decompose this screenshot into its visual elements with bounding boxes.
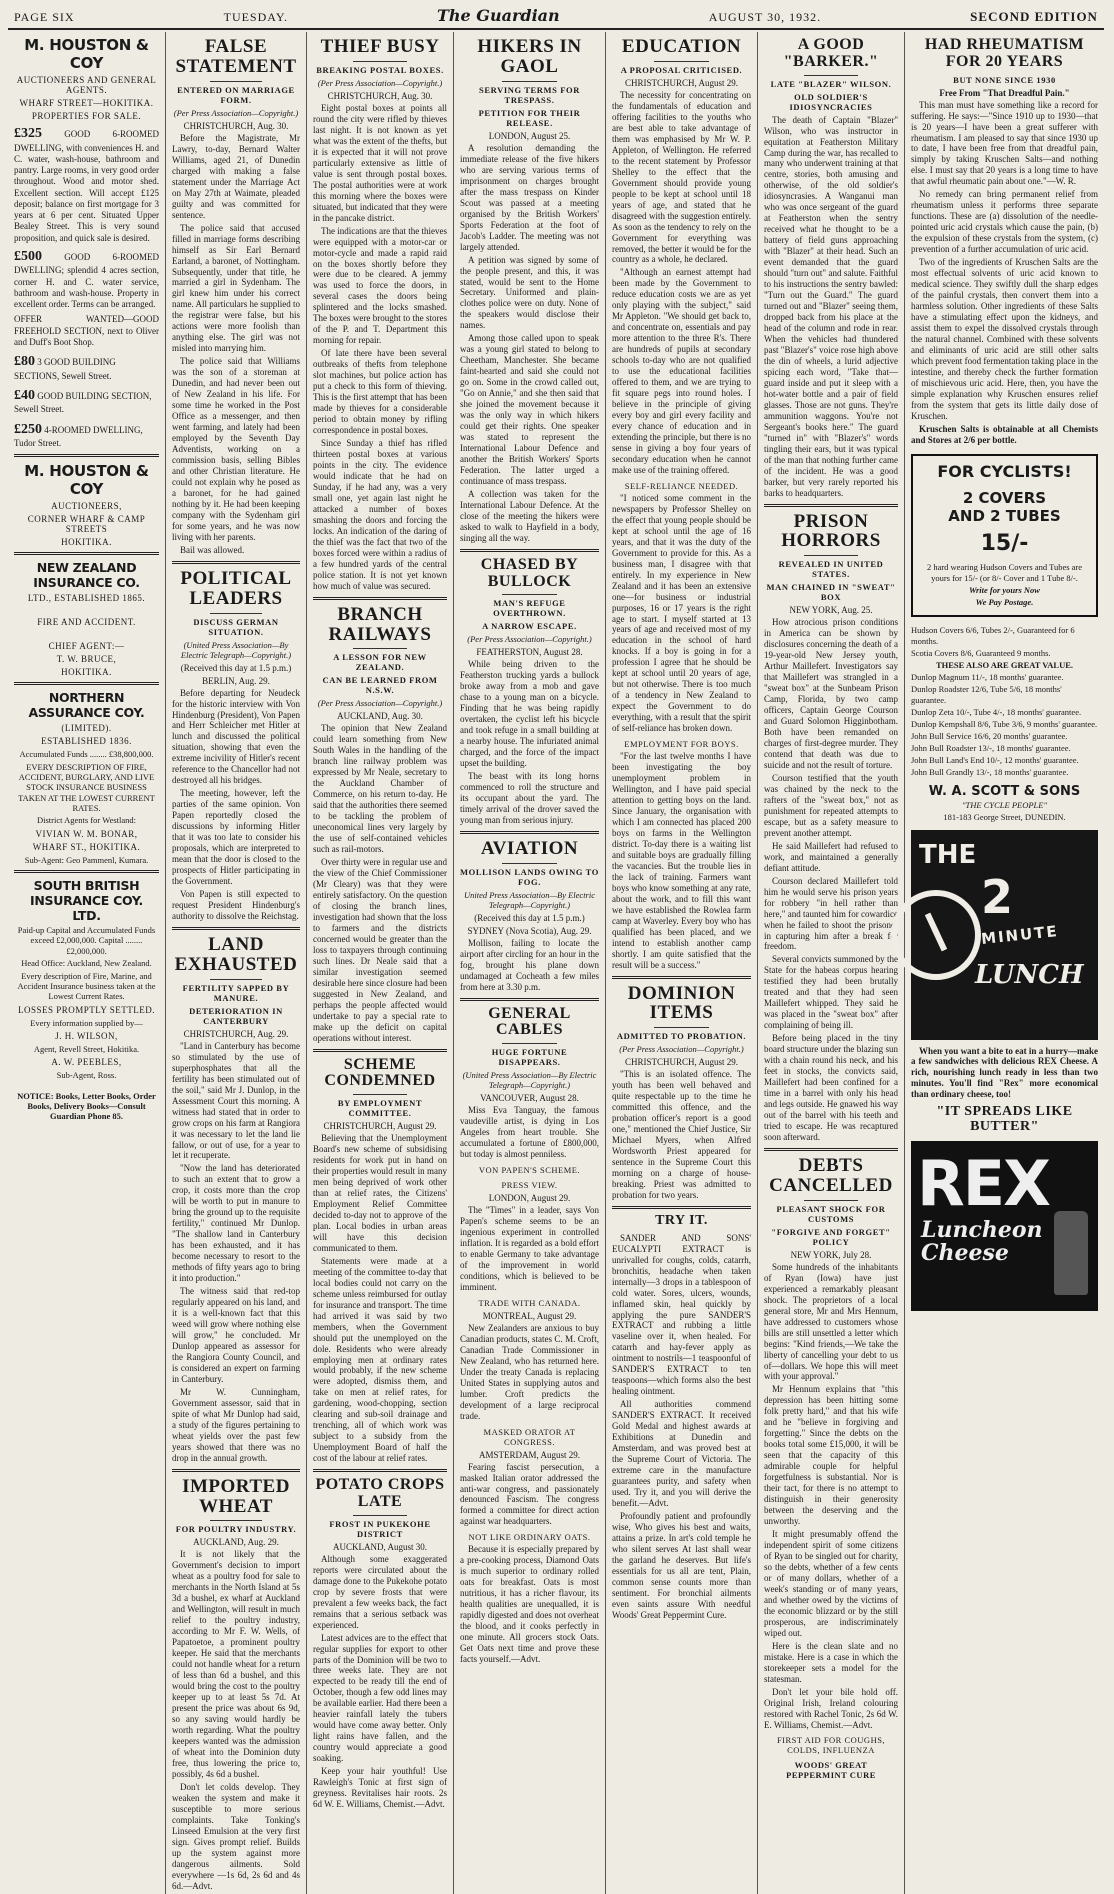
- article-paragraph: Some hundreds of the inhabitants of Ryan (Iowa) have just experienced a remarkably pleasant shock. The proprietors of a local general store, Mr and Mrs Hennum, have addressed to customers whose bills are still unsettled a letter which begins: "Kind friends,—We take the liberty of cancelling your debt to us of—dollars. We hope this will meet with your approval.": [764, 1261, 898, 1382]
- advertisement-text: Profoundly patient and profoundly wise, Who gives his best and waits, attains a prize. In art's cold temple he who silent serves At last shall wear the garland he deserves. But life's essentials for us all are tent, Plain, common sense counts more than sentiment. For bronchial ailments even saints assure With needful Woods' Great Peppermint Cure.: [612, 1510, 751, 1620]
- insurance-established: LTD., ESTABLISHED 1865.: [27, 593, 146, 604]
- article-paragraph: Mr W. Cunningham, Government assessor, said that in spite of what Mr Dunlop had said, a study of the figures pertaining to wheat yields over the past few years showed that there was no drop in the annual growth.: [172, 1386, 300, 1463]
- insurance-losses: LOSSES PROMPTLY SETTLED.: [17, 1004, 156, 1015]
- tyre-price-item: John Bull Grandly 13/-, 18 months' guarantee.: [911, 767, 1069, 778]
- headline: FALSE STATEMENT: [175, 36, 297, 77]
- newspaper-title: The Guardian: [437, 6, 560, 25]
- rule: [654, 1027, 710, 1028]
- section-heading: TRADE WITH CANADA.: [478, 1297, 581, 1308]
- ad-word: THE: [919, 839, 977, 870]
- headline: LAND EXHAUSTED: [174, 933, 298, 975]
- ad-word: MINUTE: [980, 921, 1060, 948]
- tyre-price-item: THESE ALSO ARE GREAT VALUE.: [935, 659, 1074, 670]
- article-paragraph: The "Times" in a leader, says Von Papen's scheme seems to be an ingenious experiment in controlled inflation. It is regarded as a bold effort to enable Germany to take advantage of the improvement in world conditions, which is believed to be imminent.: [460, 1205, 599, 1292]
- rule: [353, 1094, 407, 1095]
- insurance-agents-label: District Agents for Westland:: [36, 815, 137, 826]
- ad-firm-name: M. HOUSTON & COY: [24, 36, 149, 72]
- headline: EDUCATION: [621, 36, 742, 57]
- ad-paragraph: When you want a bite to eat in a hurry—make a few sandwiches with delicious REX Cheese. A rich, nourishing lunch ready in less than two minutes. You'll find "Rex" more economical than ordinary cheese, too!: [911, 1045, 1098, 1100]
- cycle-ad: [911, 454, 1098, 617]
- ad-firm-role: AUCTIONEERS,: [51, 501, 122, 512]
- cycle-ad-offer: 2 COVERS: [962, 488, 1047, 507]
- article-paragraph: Statements were made at a meeting of the committee to-day that local bodies could not carry on the scheme unless reimbursed for outlay for insurance and transport. The time had arrived it was said by two members, when the Government should put the unemployed on the dole. Residents who were already employing men at ordinary rates would probably, if the new scheme were adopted, dismiss them, and take on men at relief rates, for gardening, wood-chopping, section clearing and sub-soil drainage and trenching, all of which work was subject to a subsidy from the Unemployment Board of half the cost of the labour at relief rates.: [313, 1255, 447, 1464]
- column-news-4: [454, 32, 606, 1894]
- rule: [210, 613, 261, 614]
- property-listing: [14, 248, 159, 311]
- tyre-price-item: Dunlop Roadster 12/6, Tube 5/6, 18 months' guarantee.: [911, 684, 1062, 706]
- insurance-description: Every description of Fire, Marine, and Accident Insurance business taken at the Lowest Current Rates.: [17, 970, 156, 1002]
- headline: BRANCH RAILWAYS: [328, 603, 432, 645]
- cycle-ad-cta: Write for yours Now: [969, 584, 1040, 595]
- cycle-ad-headline: FOR CYCLISTS!: [937, 461, 1072, 481]
- divider: [172, 561, 300, 564]
- rex-logo: REX: [917, 1146, 1049, 1220]
- headline: AVIATION: [480, 837, 579, 859]
- property-price: £250: [14, 421, 42, 437]
- ad-section-title: PROPERTIES FOR SALE.: [31, 111, 142, 121]
- rex-product: [921, 1216, 1043, 1266]
- advertisement-text: Keep your hair youthful! Use Rawleigh's Tonic at first sign of greyness. Revitalises hair roots. 2s 6d W. E. Williams, Chemist.—Advt.: [313, 1766, 447, 1810]
- insurance-town: HOKITIKA.: [61, 667, 112, 678]
- article-paragraph: "Land in Canterbury has become so stimulated by the use of superphosphates that all the fertility has been stimulated out of the soil," said Mr J. Dunlop, in the Assessment Court this morning. A witness had stated that in order to grow crops on his farm at Rangiora it was necessary to let the land lie fallow, or out of use, for a year to let it recuperate.: [172, 1040, 300, 1161]
- ad-firm-town: HOKITIKA.: [61, 537, 112, 548]
- subheadline: MOLLISON LANDS OWING TO FOG.: [460, 866, 599, 887]
- divider: [14, 552, 159, 555]
- divider: [460, 831, 599, 834]
- article-paragraph: Several convicts summoned by the State for the habeas corpus hearing testified they had been brutally treated and that they had seen Maillefert whipped. They said he was placed in the "sweat box" after complaining of being ill.: [764, 954, 898, 1031]
- tyre-price-item: Dunlop Kempshall 8/6, Tube 3/6, 9 months' guarantee.: [911, 719, 1098, 730]
- insurance-address: WHARF ST., HOKITIKA.: [32, 841, 141, 852]
- divider: [764, 1148, 898, 1151]
- received-note: (Received this day at 1.5 p.m.): [474, 912, 585, 923]
- press-credit: (Per Press Association—Copyright.): [173, 107, 299, 118]
- article-paragraph: Among those called upon to speak was a young girl stated to belong to Cheetham, Manchester. She became faint-hearted and said she could not go on. Some in the crowd called out, "Go on Annie," and she then said that she joined the movement because it was the only way in which hikers could get their rights. One speaker was stated to represent the International Labour Defence and another the British Workers' Sports Federation. The latter urged a continuance of mass trespass.: [460, 333, 599, 486]
- headline: SCHEME CONDEMNED: [324, 1055, 436, 1090]
- article-paragraph: Eight postal boxes at points all round the city were rifled by thieves last night. It is not known as yet what was the extent of the thefts, but it is expected that it will not prove particularly extensive as little of value is sent through postal boxes. The postal authorities were at work this morning where the boxes were situated, but indicated that they were in the pancake district.: [313, 102, 447, 223]
- article-paragraph: A resolution demanding the immediate release of the five hikers who are serving various terms of imprisonment on charges brought after the mass trespass on Kinder Scout was passed at a meeting organised by the British Workers' Sports Federation at the foot of Jacob's Ladder. The meeting was not largely attended.: [460, 142, 599, 252]
- article-paragraph: The police said that accused filled in marriage forms describing himself as Sir Earl Bernard Earland, a baronet, of Nottingham. Subsequently, under that title, he married a girl in Sydenham. The girl knew him under his correct name. All particulars he supplied to the registrar were false, but his actions were more foolish than anything else. The girl was not misled into marrying him.: [172, 222, 300, 354]
- subheadline: BY EMPLOYMENT COMMITTEE.: [337, 1098, 423, 1119]
- article-paragraph: Here is the clean slate and no mistake. Here is a case in which the storekeeper sets a model for the statesman.: [764, 1640, 898, 1684]
- article-paragraph: "For the last twelve months I have been investigating the boy unemployment problem in Wellington, and I have paid special attention to getting boys on the land. Since January, the organisation with which I am connected has placed 200 boys on farms in the Wellington district. To-day there is a waiting list and suitable boys are gradually filling the vacancies. But the trouble lies in the lack of training. Farmers want boys who know something at any rate, about the work, and to fill this want we have established the Rowlea farm camp at Waverley. Every boy who has qualified has been placed, and we intend to establish another camp shortly. I am quite satisfied that the result will be a success.": [612, 751, 751, 970]
- rule: [804, 75, 858, 76]
- dateline: BERLIN, Aug. 29.: [202, 675, 270, 686]
- insurance-agent: J. H. WILSON,: [55, 1031, 118, 1041]
- rex-lunch-ad: [911, 830, 1098, 1040]
- ad-paragraph: Kruschen Salts is obtainable at all Chemists and Stores at 2/6 per bottle.: [911, 423, 1098, 445]
- subheadline: DISCUSS GERMAN SITUATION.: [193, 616, 279, 637]
- article-paragraph: Since Sunday a thief has rifled thirteen postal boxes at various points in the city. The evidence would indicate that he had on Sunday, if he had any, was a very small one, yet again last night he attacked a number of boxes smashing the doors and forcing the locks. An indication of the daring of the thief was the fact that two of the boxes forced were within a radius of a few hundred yards of the central police station. It is not yet known how much of value was secured.: [313, 438, 447, 591]
- article-paragraph: Courson declared Maillefert told him he would serve his prison years for robbery "in hell rather than here," and taunted him for cowardice when he failed to shoot the prisoner in capturing him after a break for freedom.: [764, 875, 898, 952]
- insurance-agent: VIVIAN W. M. BONAR,: [35, 828, 138, 839]
- dateline: NEW YORK, Aug. 25.: [789, 605, 873, 616]
- headline: IMPORTED WHEAT: [182, 1475, 290, 1517]
- tyre-price-item: Scotia Covers 8/6, Guaranteed 9 months.: [911, 647, 1051, 658]
- cycle-ad-description: 2 hard wearing Hudson Covers and Tubes are yours for 15/- (or 8/- Cover and 1 Tube 8/-.: [926, 561, 1083, 583]
- insurance-ltd: (LIMITED).: [61, 723, 112, 734]
- dateline: AUCKLAND, Aug. 29.: [193, 1537, 279, 1548]
- insurance-agent-label: CHIEF AGENT:—: [48, 641, 125, 652]
- article-paragraph: A collection was taken for the International Labour Defence. At the close of the meeting the hikers were asked to walk to Hayfield in a body, singing all the way.: [460, 488, 599, 543]
- section-heading: VON PAPEN'S SCHEME.: [478, 1165, 581, 1176]
- article-paragraph: "Now the land has deteriorated to such an extent that to grow a crop, it costs more than the crop will be worth to put in manure to bring the ground up to the requisite fertility," continued Mr Dunlop. "The shallow land in Canterbury has been exhausted, and it has become necessary to resort to the methods of fifty years ago to bring it into production.": [172, 1163, 300, 1284]
- property-price: £40: [14, 387, 35, 403]
- ad-tagline: Free From "That Dreadful Pain.": [939, 87, 1070, 98]
- ad-word: LUNCH: [975, 959, 1084, 990]
- insurance-sub-agent: Sub-Agent: Geo Pammenl, Kumara.: [24, 854, 149, 865]
- subheadline: A NARROW ESCAPE.: [482, 621, 577, 632]
- tyre-price-item: Hudson Covers 6/6, Tubes 2/-, Guaranteed for 6 months.: [911, 624, 1075, 646]
- property-listing: [14, 387, 159, 416]
- dateline: SYDNEY (Nova Scotia), Aug. 29.: [467, 925, 592, 936]
- press-credit: (United Press Association—By Electric Telegraph—Copyright.): [462, 1070, 597, 1091]
- property-description: GOOD 6-ROOMED DWELLING; splendid 4 acres section, corner H. and C. water service, bathroom and wash-house. Property in excellent order. Terms can be arranged.: [14, 251, 159, 309]
- ad-firm-address: WHARF STREET—HOKITIKA.: [19, 98, 154, 108]
- edition-label: SECOND EDITION: [970, 9, 1098, 24]
- advertisement-text: Don't let your bile hold off. Original Irish, Ireland colouring restored with Rachel Tonic, 2s 6d W. E. Williams, Chemist.—Advt.: [764, 1686, 898, 1730]
- insurance-capital: Paid-up Capital and Accumulated Funds exceed £2,000,000. Capital ........ £2,000,000.: [17, 925, 156, 956]
- subheadline: FROST IN PUKEKOHE DISTRICT: [329, 1518, 431, 1539]
- property-description: GOOD 6-ROOMED DWELLING, with conveniences H. and C. water, wash-house, bathroom and pantry. Large rooms, in very good order throughout. Wood and motor shed. Excellent section. Will accept £125 deposit; balance on first mortgage for 3 years at 6 per cent. Situated Upper Bealey Street. This is very sound proposition, and quick sale is desired.: [14, 129, 159, 243]
- insurance-agent-address: Sub-Agent, Ross.: [56, 1070, 117, 1081]
- tyre-price-item: John Bull Land's End 10/-, 12 months' guarantee.: [911, 755, 1079, 766]
- insurance-company-name: NORTHERN ASSURANCE COY.: [28, 690, 145, 721]
- subheadline: MAN'S REFUGE OVERTHROWN.: [493, 598, 566, 619]
- property-listing: [14, 353, 159, 382]
- article-paragraph: He said Maillefert had refused to work, and maintained a generally defiant attitude.: [764, 840, 898, 873]
- divider: [612, 976, 751, 979]
- divider: [14, 454, 159, 457]
- property-price: £80: [14, 354, 35, 369]
- insurance-agent-address: Agent, Revell Street, Hokitika.: [33, 1044, 140, 1054]
- article-paragraph: Bail was allowed.: [180, 544, 245, 555]
- tyre-price-list: [911, 625, 1098, 779]
- subheadline: ADMITTED TO PROBATION.: [616, 1031, 747, 1042]
- subheadline: HUGE FORTUNE DISAPPEARS.: [491, 1047, 568, 1068]
- press-credit: (Per Press Association—Copyright.): [317, 77, 443, 88]
- article-paragraph: The indications are that the thieves were equipped with a motor-car or motor-cycle and made a rapid raid on the boxes shortly before they were due to be cleared. A jemmy was used to force the doors, in several cases the doors being splintered and the locks smashed. The boxes were brought to the stores of the P. and T. Department this morning for repair.: [313, 225, 447, 346]
- press-credit: (Per Press Association—Copyright.): [467, 634, 592, 645]
- dateline: NEW YORK, July 28.: [790, 1249, 872, 1260]
- rex-product-line: Luncheon: [921, 1216, 1043, 1243]
- headline: THIEF BUSY: [320, 36, 440, 57]
- divider: [313, 597, 447, 600]
- stationery-notice: NOTICE: Books, Letter Books, Order Books, Delivery Books—Consult Guardian Phone 85.: [17, 1090, 156, 1122]
- insurance-line: FIRE AND ACCIDENT.: [37, 617, 136, 628]
- issue-date: AUGUST 30, 1932.: [708, 10, 822, 24]
- article-paragraph: Believing that the Unemployment Board's new scheme of subsidising residents for work put in hand on their properties would result in many men being deprived of work other than at relief rates, the Citizens' Employment Relief Committee decided to-day not to approve of the plan. Local bodies in urban areas will have this decision communicated to them.: [313, 1133, 447, 1253]
- insurance-company-name: SOUTH BRITISH INSURANCE COY. LTD.: [30, 878, 143, 924]
- article-paragraph: Latest advices are to the effect that regular supplies for export to other parts of the Dominion will be two to three weeks late. They are not expected to be ready till the end of October, though a few odd lines may be available earlier. Had there been a heavier rainfall lately the tubers would have come away better. Only light rains have fallen, and the country would appreciate a good soaking.: [313, 1632, 447, 1764]
- divider: [14, 870, 159, 873]
- press-credit: (Per Press Association—Copyright.): [619, 1044, 744, 1055]
- article-paragraph: "Although an earnest attempt had been made by the Government to reduce education costs we are as yet only playing with the subject," said Mr Appleton. "We should get back to, and concentrate on, essentials and pay more attention to the three R's. There are hundreds of pupils at secondary schools to-day who are not qualified to use the educational facilities offered to them, and we are trying to fit square pegs into round holes. I believe in the principle of giving every boy and girl every facility and every chance of education and in extending the principle, but there is no sense in giving a boy four years of secondary education when he cannot make use of the training offered.: [612, 267, 751, 475]
- rule: [804, 555, 858, 556]
- rule: [502, 1043, 558, 1044]
- article-paragraph: The death of Captain "Blazer" Wilson, who was instructor in equitation at Featherston Military Camp during the war, has recalled to many who underwent training at that centre, stories, both amusing and otherwise, of the old soldier's idiosyncrasies. A Wanganui man who was once sergeant of the guard at Featherston when the sentry received what he thought to be a battery of field guns approaching with "Blazer" at their head. Such an event demanded that the guard should "turn out" and salute. Faithful to his instructions the sentry bawled: "Turn out the Guard." The guard turned out and "Blazer" seeing them, dropped back from his place at the head of the column and rode in rear. When the vehicles had thundered past "Blazer's" voice rose high above the din of wheels, a lurid adjective spicing each word, "Take that—guard inside and put it sleep with a hot-water bottle and a pair of field glasses. Those are not guns. They're ammunition waggons. You're not Sergeant's books here." The guard "turned in" with "Blazer's" words tingling their ears, but it was typical of the man that nothing further came of the incident. He was a good barker, but very rarely reported his barks to headquarters.: [764, 114, 898, 498]
- ad-firm-address: CORNER WHARF & CAMP STREETS: [27, 514, 146, 535]
- article-paragraph: A petition was signed by some of the people present, and this, it was stated, would be sent to the Home Secretary. Uniformed and plain-clothes police were on duty. None of the speakers would disclose their names.: [460, 254, 599, 331]
- ad-number: 2: [981, 869, 1014, 924]
- advertisement-text: Don't let colds develop. They weaken the system and make it susceptible to more serious complaints. Take Tonking's Linseed Emulsion at the very first sign. Gives prompt relief. Builds up the system against more dangerous ailments. Sold everywhere —1s 6d, 2s 6d and 4s 6d.—Advt.: [172, 1781, 300, 1891]
- subheadline: CAN BE LEARNED FROM N.S.W.: [322, 675, 438, 696]
- advertisement-text: SANDER AND SONS' EUCALYPTI EXTRACT is unrivalled for coughs, colds, catarrh, bronchitis, headache when taken internally—3 drops in a tablespoon of cold water. Sores, ulcers, wounds, inflamed skin, heal quickly by applying the pure SANDER'S EXTRACT and rubbing a little vaseline over it, when healed. For catarrh and hay-fever apply as ointment to nostrils—1 teaspoonful of SANDER'S EXTRACT to ten teaspoons—which forms also the best healing ointment.: [612, 1232, 751, 1397]
- advertisement-text: All authorities commend SANDER'S EXTRACT. It received Gold Medal and highest awards at Exhibitions at Dunedin and Amsterdam, and was proved best at the Supreme Court of Victoria. The extreme care in the manufacture guarantees purity, and safety when used. Try it, and you will derive the benefit.—Advt.: [612, 1399, 751, 1508]
- subheadline: REVEALED IN UNITED STATES.: [778, 559, 884, 580]
- dateline: MONTREAL, August 29.: [482, 1310, 577, 1321]
- section-heading: MASKED ORATOR AT CONGRESS.: [483, 1426, 576, 1447]
- section-heading: PRESS VIEW.: [501, 1180, 558, 1191]
- subheadline: A LESSON FOR NEW ZEALAND.: [333, 652, 427, 673]
- rule: [502, 863, 558, 864]
- article-paragraph: The opinion that New Zealand could learn something from New South Wales in the handling of the branch line railway problem was expressed by Mr Neale, secretary to the Auckland Chamber of Commerce, on his return to-day. He said that the authorities there seemed to be tackling the problem of uneconomical lines very largely by the use of self-contained vehicles such as rail-motors.: [313, 723, 447, 855]
- subheadline: A PROPOSAL CRITICISED.: [620, 64, 743, 75]
- press-credit: (United Press Association—By Electric Telegraph—Copyright.): [180, 639, 292, 660]
- tyre-price-item: John Bull Roadster 13/-, 18 months' guarantee.: [911, 743, 1071, 754]
- cycle-ad-address: 181-183 George Street, DUNEDIN.: [943, 812, 1066, 823]
- subheadline: LATE "BLAZER" WILSON.: [770, 78, 892, 89]
- cycle-ad-firm-tagline: "THE CYCLE PEOPLE": [961, 800, 1048, 811]
- column-news-2: [166, 32, 307, 1894]
- section-heading: NOT LIKE ORDINARY OATS.: [468, 1532, 591, 1543]
- headline: TRY IT.: [655, 1213, 708, 1229]
- cheese-jar-icon: [1054, 1211, 1088, 1295]
- divider: [313, 1049, 447, 1052]
- headline: PRISON HORRORS: [781, 510, 881, 552]
- dateline: LONDON, August 25.: [488, 130, 571, 141]
- press-credit: (Per Press Association—Copyright.): [317, 698, 443, 709]
- tyre-price-item: John Bull Service 16/6, 20 months' guarantee.: [911, 731, 1068, 742]
- ad-paragraph: This man must have something like a record for suffering. He says:—"Since 1910 up to 1930—that is 20 years—I have been a great sufferer with rheumatism. I am pleased to say that since 1930 up to date, I have been free from that dreadful pain, simply by taking Kruschen Salts—and nothing else. I must say that 20 years is a long time to have that awful rheumatic pain about one."—W. R.: [911, 99, 1098, 187]
- article-paragraph: Mr Hennum explains that "this depression has been hitting some folk pretty hard," and that his wife and he "believe in forgiving and forgetting." Since the debts on the books total some £15,000, it will be seen that the capacity of this admirable couple for helpful forgetfulness is substantial. Nor is their tact, for there is no attempt to distinguish in their generosity between the deserving and the unworthy.: [764, 1384, 898, 1527]
- press-credit: United Press Association—By Electric Telegraph—Copyright.): [463, 889, 596, 910]
- article-paragraph: The police said that Williams was the son of a storeman at Dunedin, and had never been out of New Zealand in his life. For some time he worked in the Post Office as a messenger, and then went farming, and lately had been employed by the Seventh Day Adventists, working on a commission basis, selling Bibles and other Christian literature. He could not explain why he posed as a baronet, for he had gained nothing by it. He had been keeping company with the Sydenham girl for some years, and he was now living with her parents.: [172, 356, 300, 542]
- rule: [654, 61, 710, 62]
- article-paragraph: Before being placed in the tiny board structure under the blazing sun with a chain round his neck, and his feet in stocks, the convicts said, Maillefert had been confined for a time in a barrel with only his head and legs outside. He gnawed his way out of the barrel with his teeth and tried to escape. He was recaptured soon afterward.: [764, 1033, 898, 1142]
- rule: [210, 81, 261, 82]
- subheadline: PETITION FOR THEIR RELEASE.: [478, 107, 581, 128]
- ad-subheadline: BUT NONE SINCE 1930: [953, 74, 1056, 85]
- article-paragraph: Fearing fascist persecution, a masked Italian orator addressed the anti-war congress, and passionately denounced Fascism. The congress formed a committee for direct action against war headquarters.: [460, 1461, 599, 1527]
- divider: [460, 549, 599, 552]
- insurance-established: ESTABLISHED 1836.: [41, 736, 132, 747]
- headline: HIKERS IN GAOL: [477, 36, 582, 77]
- ad-firm-role: AUCTIONEERS AND GENERAL AGENTS.: [16, 75, 157, 95]
- ad-headline: HAD RHEUMATISM FOR 20 YEARS: [924, 36, 1085, 70]
- article-paragraph: It is not likely that the Government's decision to import wheat as a poultry food for sale to merchants in the North Island at 5s 3d a bushel, ex wharf at Auckland and Wellington, will result in much relief to the poultry industry, according to Mr F. W. Wells, of Papatoetoe, a prominent poultry keeper. He said that the merchants could not handle wheat for a return of less than 6d a bushel, and this would bring the cost to the poultry keeper up to at least 5s 7d. At present the price was about 6s 9d, so any saving would hardly be worth regarding. What the poultry keepers wanted was the admission of wheat into the Dominion duty free, thus lowering the price to, possibly, 4s 6d a bushel.: [172, 1549, 300, 1779]
- wanted-listing: OFFER WANTED—GOOD FREEHOLD SECTION, next to Oliver and Duff's Boot Shop.: [14, 314, 159, 347]
- article-paragraph: Courson testified that the youth was chained by the neck to the rafters of the "sweat box," not as punishment for repeated attempts to escape, but as a safety measure to prevent another attempt.: [764, 772, 898, 838]
- divider: [460, 998, 599, 1001]
- subheadline: PLEASANT SHOCK FOR CUSTOMS: [776, 1203, 886, 1224]
- subheadline: FOR POULTRY INDUSTRY.: [175, 1524, 297, 1535]
- headline: GENERAL CABLES: [488, 1004, 571, 1039]
- divider: [764, 504, 898, 507]
- cycle-ad-price: 15/-: [980, 530, 1029, 556]
- advertisement-brand: WOODS' GREAT PEPPERMINT CURE: [786, 1760, 876, 1781]
- article-paragraph: "I noticed some comment in the newspapers by Professor Shelley on the effect that young people should be kept at school until the age of 16 years, and that it was the duty of the Government to provide for this. As a business man, I disagree with that entirely. In my experience in New Zealand and it has been an extensive one—for business or industrial purposes, 16 or 17 years is the right age to start. I myself started at 13 years of age and received most of my education in the school of hard knocks. If a boy is going in for a profession I agree that he should be kept at school until 20 years of age, but not otherwise. There is too much of a tendency in New Zealand to expect the Government to do everything, with a result that the spirit of self-reliance has broken down.: [612, 492, 751, 734]
- divider: [612, 1206, 751, 1209]
- subheadline: ENTERED ON MARRIAGE FORM.: [177, 84, 295, 105]
- article-paragraph: Of late there have been several outbreaks of thefts from telephone slot machines, but police action has put a check to this form of thieving. This is the first attempt that has been made by thieves for a considerable period to obtain money by rifling correspondence in postal boxes.: [313, 348, 447, 436]
- subheadline: "FORGIVE AND FORGET" POLICY: [771, 1226, 891, 1247]
- subheadline: DETERIORATION IN CANTERBURY: [189, 1005, 283, 1026]
- insurance-agent: A. W. PEEBLES,: [51, 1057, 122, 1068]
- article-paragraph: How atrocious prison conditions in America can be shown by disclosures concerning the death of a 19-year-old New Jersey youth, Arthur Maillefert. Investigators say that Maillefert was strangled in a "sweat box" at the Sunbeam Prison Camp, Florida, by two camp officers, Captain George Courson and Guard Solomon Higginbotham. Both have been remanded on charges of first-degree murder. They contend that death was due to suicide and not the result of torture.: [764, 617, 898, 770]
- headline: POTATO CROPS LATE: [315, 1476, 445, 1510]
- dateline: CHRISTCHURCH, Aug. 30.: [183, 120, 289, 131]
- section-heading: SELF-RELIANCE NEEDED.: [624, 480, 739, 491]
- article-paragraph: Although some exaggerated reports were circulated about the damage done to the Pukekohe potato crop by severe frosts that were prevalent a few weeks back, the fact remains that a serious setback was experienced.: [313, 1553, 447, 1630]
- headline: A GOOD "BARKER.": [783, 36, 879, 70]
- rule: [353, 648, 407, 649]
- masthead: [8, 6, 1104, 30]
- divider: [14, 682, 159, 685]
- dateline: CHRISTCHURCH, Aug. 29.: [183, 1028, 289, 1039]
- property-price: £325: [14, 126, 42, 141]
- column-news-3: [307, 32, 454, 1894]
- insurance-head-office: Head Office: Auckland, New Zealand.: [21, 958, 152, 969]
- property-description: 3 GOOD BUILDING SECTIONS, Sewell Street.: [14, 357, 116, 381]
- subheadline: BREAKING POSTAL BOXES.: [316, 64, 444, 75]
- headline: DEBTS CANCELLED: [769, 1154, 893, 1196]
- page-label: PAGE SIX: [14, 10, 75, 24]
- dateline: CHRISTCHURCH, August 29.: [323, 1121, 437, 1132]
- subheadline: MAN CHAINED IN "SWEAT" BOX: [766, 582, 896, 603]
- article-paragraph: Before departing for Neudeck for the historic interview with Von Hindenburg (President), Von Papen and Herr Schleicher met Hitler at lunch and discussed the political situation, showing that even the extreme incivility of Hitler's recent reference to the Chancellor had not destroyed all his bridges.: [172, 687, 300, 786]
- headline: CHASED BY BULLOCK: [480, 555, 579, 590]
- headline: DOMINION ITEMS: [627, 982, 736, 1024]
- subheadline: SERVING TERMS FOR TRESPASS.: [479, 84, 580, 105]
- article-paragraph: New Zealanders are anxious to buy Canadian products, states C. M. Croft, Canadian Trade Commissioner in New Zealand, who has returned here. Under the treaty Canada is replacing United States in supplying autos and lumber. Croft predicts the development of a large reciprocal trade.: [460, 1322, 599, 1421]
- headline: POLITICAL LEADERS: [180, 567, 292, 609]
- columns: [8, 32, 1104, 1891]
- section-heading: EMPLOYMENT FOR BOYS.: [624, 739, 739, 750]
- ad-paragraph: Two of the ingredients of Kruschen Salts are the most effectual solvents of uric acid known to medical science. They swiftly dull the sharp edges of the painful crystals, then convert them into a harmless solution. Other ingredients of these Salts have a stimulating effect upon the kidneys, and assist them to expel the dissolved crystals through the natural channel. Combined with these solvents and eliminants of uric acid are still other salts which prevent food fermentation taking place in the intestine, and thereby check the further formation of mischievous uric acid. Here, then, you have the simple explanation why Kruschen ensures relief from the system that gets its little daily dose of Kruschen.: [911, 257, 1098, 421]
- column-news-5: [606, 32, 758, 1894]
- article-paragraph: While being driven to the Featherston trucking yards a bullock broke away from a mob and gave chase to a young man on a bicycle. Finding that he was being rapidly overtaken, the cyclist left his bicycle and took refuge in a small building at a nearby house. The infuriated animal charged, and the force of the impact upset the building.: [460, 659, 599, 769]
- tyre-price-item: Dunlop Zeta 10/-, Tube 4/-, 18 months' guarantee.: [911, 707, 1082, 718]
- received-note: (Received this day at 1.5 p.m.): [180, 662, 292, 673]
- insurance-agent: T. W. BRUCE,: [56, 654, 117, 665]
- divider: [313, 1469, 447, 1472]
- insurance-info-label: Every information supplied by—: [30, 1017, 143, 1028]
- insurance-description: EVERY DESCRIPTION OF FIRE, ACCIDENT, BURGLARY, AND LIVE STOCK INSURANCE BUSINESS TAKEN AT THE LOWEST CURRENT RATES.: [18, 761, 155, 814]
- rule: [502, 594, 558, 595]
- ad-slogan: "IT SPREADS LIKE BUTTER": [936, 1104, 1073, 1135]
- cycle-ad-firm: W. A. SCOTT & SONS: [928, 784, 1081, 800]
- rule: [502, 81, 558, 82]
- property-price: £500: [14, 248, 42, 264]
- subheadline: OLD SOLDIER'S IDIOSYNCRACIES: [789, 91, 873, 112]
- tyre-price-item: Dunlop Magnum 11/-, 18 months' guarantee.: [911, 672, 1064, 682]
- article-paragraph: Mollison, failing to locate the airport after circling for an hour in the fog, brought his plane down undamaged at Cocheath a few miles from here at 3.30 p.m.: [460, 937, 599, 992]
- rule: [210, 1520, 261, 1521]
- property-description: GOOD BUILDING SECTION, Sewell Street.: [14, 390, 152, 415]
- divider: [172, 1469, 300, 1472]
- rule: [353, 61, 407, 62]
- article-paragraph: The meeting, however, left the parties of the same opinion. Von Papen reportedly closed the discussions by informing Hitler that it was too late to consider his proposals, which are interpreted to mean that the door is closed to the prospects of Hitler participating in the Government.: [172, 788, 300, 887]
- dateline: CHRISTCHURCH, Aug. 30.: [327, 90, 433, 101]
- article-paragraph: The beast with its long horns commenced to roll the structure and its occupant about the yard. The timely arrival of the drover saved the young man from serious injury.: [460, 771, 599, 825]
- article-paragraph: "This is an isolated offence. The youth has been well behaved and quite respectable up to the time he committed this offence, and the probation officer's report is a good one," mentioned the Chief Justice, Sir Michael Myers, when Alfred Wordsworth Priest appeared for sentence in the Supreme Court this morning on a charge of house-breaking. Priest was admitted to probation for two years.: [612, 1069, 751, 1201]
- issue-day: TUESDAY.: [223, 10, 288, 24]
- divider: [172, 927, 300, 930]
- dateline: FEATHERSTON, August 28.: [476, 647, 583, 658]
- column-ads-right: [905, 32, 1104, 1894]
- subheadline: FERTILITY SAPPED BY MANURE.: [182, 982, 290, 1003]
- dateline: AUCKLAND, August 30.: [332, 1541, 427, 1552]
- ad-paragraph: No remedy can bring permanent relief from rheumatism unless it performs three separate functions. These are (a) dissolution of the needle-pointed uric acid crystals which cause the pain, (b) the expulsion of these crystals from the system, (c) prevention of a further accumulation of uric acid.: [911, 189, 1098, 255]
- insurance-funds: Accumulated Funds ........ £38,800,000.: [19, 749, 154, 760]
- article-paragraph: It might presumably offend the independent spirit of some citizens of Ryan to be singled out for charity, so the debts, whether of a few cents or of many dollars, whether of a week's standing or of many years, and whether owed by the victims of the economic blizzard or by the still prosperous, are indiscriminately wiped out.: [764, 1529, 898, 1638]
- cycle-ad-offer: AND 2 TUBES: [948, 506, 1061, 525]
- dateline: AUCKLAND, Aug. 30.: [337, 711, 423, 722]
- article-paragraph: Miss Eva Tanguay, the famous vaudeville artist, is dying in Los Angeles from heart trouble. She accumulated a fortune of £800,000, but today is almost penniless.: [460, 1105, 599, 1160]
- dateline: CHRISTCHURCH, August 29.: [624, 1057, 739, 1068]
- article-paragraph: Before the Magistrate, Mr Lawry, to-day, Bernard Walter Williams, aged 21, of Dunedin charged with making a false statement under the Marriage Act on May 27th at Waimate, pleaded guilty and was committed for sentence.: [172, 132, 300, 220]
- advertisement-line: FIRST AID FOR COUGHS, COLDS, INFLUENZA: [776, 1735, 886, 1756]
- column-ads: [8, 32, 166, 1894]
- dateline: VANCOUVER, August 28.: [480, 1093, 579, 1104]
- property-listing: [14, 125, 159, 244]
- column-news-6: [758, 32, 905, 1894]
- rex-cheese-ad: [911, 1141, 1098, 1311]
- article-paragraph: Von Papen is still expected to request President Hindenburg's authority to dissolve the Reichstag.: [172, 889, 300, 921]
- dateline: LONDON, August 29.: [488, 1193, 571, 1204]
- dateline: AMSTERDAM, August 29.: [478, 1449, 580, 1460]
- property-description: 4-ROOMED DWELLING, Tudor Street.: [14, 424, 143, 448]
- rule: [804, 1200, 858, 1201]
- dateline: CHRISTCHURCH, August 29.: [624, 77, 739, 88]
- article-paragraph: Over thirty were in regular use and the view of the Chief Commissioner (Mr Cleary) was that they were entirely satisfactory. On the question of closing the branch lines, investigation had shown that the loss to farmers and the districts concerned would be greater than the loss to taxpayers through continuing such lines. Dr Neale said that a similar investigation seemed desirable here since closure had been suggested in New Zealand, and perhaps the people affected would undertake to pay a special rate to make up the deficit on capital operations without interest.: [313, 857, 447, 1043]
- ad-firm-name: M. HOUSTON & COY: [24, 462, 149, 499]
- advertisement-text: Because it is especially prepared by a pre-cooking process, Diamond Oats is much superior to ordinary rolled oats for breakfast. Oats is most nutritious, it has a richer flavour, its health qualities are unequalled, it is rapidly digested and does not overheat the blood, and it cooks perfectly in one minute. All grocers stock Oats. Get Oats next time and prove these facts yourself.—Advt.: [460, 1544, 599, 1665]
- property-listing: [14, 421, 159, 450]
- cycle-ad-postage: We Pay Postage.: [975, 596, 1034, 607]
- rule: [353, 1515, 407, 1516]
- rex-product-line: Cheese: [921, 1239, 1009, 1266]
- insurance-company-name: NEW ZEALAND INSURANCE CO.: [33, 560, 140, 591]
- rule: [210, 979, 261, 980]
- article-paragraph: The necessity for concentrating on the fundamentals of education and offering facilities to the youths who are best able to take advantage of them was emphasised by Mr W. P. Appleton, of Wellington. He referred to the recent statement by Professor Shelley to the effect that the Government should provide young people to be kept at school until 18 years of age, and stated that he disagreed with the suggestion entirely. As soon as the tendency to rely on the Government for everything was removed, the better it would be for the country as a whole, he declared.: [612, 89, 751, 265]
- article-paragraph: The witness said that red-top regularly appeared on his land, and it is a well-known fact that this weed will grow where nothing else will grow," he concluded. Mr Dunlop appeared as assessor for the Rangiora County Council, and is considered an expert on farming in Canterbury.: [172, 1286, 300, 1384]
